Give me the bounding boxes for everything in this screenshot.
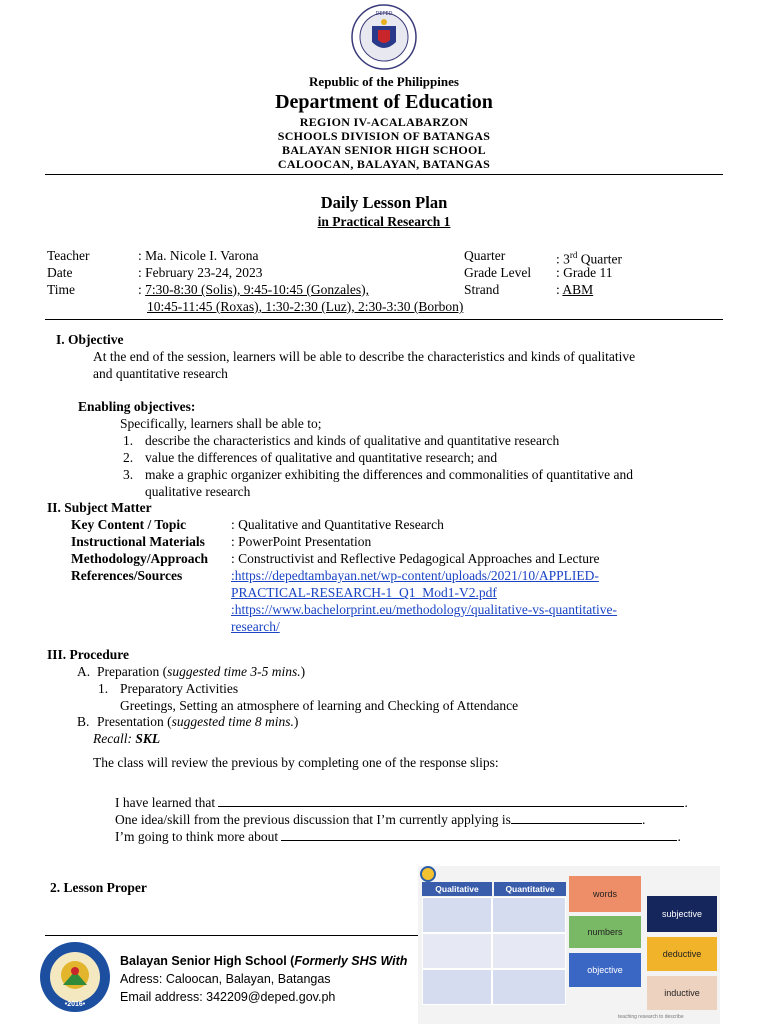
slip-1-blank[interactable] bbox=[218, 794, 684, 807]
response-slip-1: I have learned that . bbox=[115, 795, 688, 810]
reference-link-1[interactable]: :https://depedtambayan.net/wp-content/uploads/2021/10/APPLIED- bbox=[231, 568, 599, 583]
header-division: SCHOOLS DIVISION OF BATANGAS bbox=[277, 129, 491, 143]
slide-col-quantitative: Quantitative bbox=[494, 882, 566, 896]
enabling-item-num: 3. bbox=[123, 467, 134, 482]
subject-label: Instructional Materials bbox=[71, 534, 205, 549]
slide-logo-icon bbox=[420, 866, 436, 882]
school-logo-year: •2016• bbox=[64, 1001, 86, 1008]
time-value-line1: : 7:30-8:30 (Solis), 9:45-10:45 (Gonzales), bbox=[138, 282, 369, 297]
strand-label: Strand bbox=[464, 282, 500, 297]
slide-table-cell bbox=[422, 933, 492, 969]
reference-link-2[interactable]: :https://www.bachelorprint.eu/methodology/qualitative-vs-quantitative- bbox=[231, 602, 618, 617]
slip-2-blank[interactable] bbox=[511, 811, 642, 824]
deped-seal bbox=[351, 4, 417, 70]
enabling-item-num: 1. bbox=[123, 433, 134, 448]
procedure-heading: III. Procedure bbox=[47, 647, 129, 662]
subject-heading: II. Subject Matter bbox=[47, 500, 152, 515]
grade-value: : Grade 11 bbox=[556, 265, 613, 280]
slide-card-inductive: inductive bbox=[647, 976, 717, 1010]
strand-value: : ABM bbox=[556, 282, 594, 297]
date-label: Date bbox=[47, 265, 73, 280]
enabling-item-text: make a graphic organizer exhibiting the differences and commonalities of quantitative and bbox=[145, 467, 633, 482]
review-text: The class will review the previous by completing one of the response slips: bbox=[93, 755, 499, 770]
lesson-proper-heading: 2. Lesson Proper bbox=[50, 880, 147, 895]
header-school: BALAYAN SENIOR HIGH SCHOOL bbox=[282, 143, 486, 157]
time-label: Time bbox=[47, 282, 76, 297]
procedure-a-text: Preparation (suggested time 3-5 mins.) bbox=[97, 664, 306, 679]
quarter-label: Quarter bbox=[464, 248, 506, 263]
slide-card-objective: objective bbox=[569, 953, 641, 987]
subject-value: : Qualitative and Quantitative Research bbox=[231, 517, 444, 532]
quarter-value: : 3rd Quarter bbox=[556, 250, 622, 267]
slide-table-cell bbox=[492, 969, 566, 1005]
slide-card-deductive: deductive bbox=[647, 937, 717, 971]
enabling-heading: Enabling objectives: bbox=[78, 399, 196, 414]
page-subtitle: in Practical Research 1 bbox=[317, 214, 451, 229]
header-address: CALOOCAN, BALAYAN, BATANGAS bbox=[277, 157, 491, 171]
slide-image bbox=[418, 866, 720, 1024]
teacher-label: Teacher bbox=[47, 248, 90, 263]
procedure-a1-detail: Greetings, Setting an atmosphere of learning and Checking of Attendance bbox=[120, 698, 519, 713]
objective-line1: At the end of the session, learners will be able to describe the characteristics and kinds of qualitative bbox=[93, 349, 636, 364]
enabling-item-text: describe the characteristics and kinds of qualitative and quantitative research bbox=[145, 433, 560, 448]
slide-table-cell bbox=[422, 897, 492, 933]
svg-text:DEPED: DEPED bbox=[375, 11, 393, 17]
references-label: References/Sources bbox=[71, 568, 183, 583]
subject-value: : PowerPoint Presentation bbox=[231, 534, 372, 549]
footer-email: Email address: 342209@deped.gov.ph bbox=[120, 990, 336, 1004]
teacher-value: : Ma. Nicole I. Varona bbox=[138, 248, 259, 263]
header-rule bbox=[45, 174, 723, 175]
response-slip-2: One idea/skill from the previous discussion that I’m currently applying is . bbox=[115, 812, 646, 827]
slide-caption: teaching research to describe bbox=[618, 1014, 684, 1020]
slide-table-cell bbox=[422, 969, 492, 1005]
slide-table-cell bbox=[492, 933, 566, 969]
reference-link-2-cont[interactable]: research/ bbox=[231, 619, 280, 634]
enabling-item-cont: qualitative research bbox=[145, 484, 251, 499]
date-value: : February 23-24, 2023 bbox=[138, 265, 263, 280]
info-rule bbox=[45, 319, 723, 320]
header-department: Department of Education bbox=[275, 91, 493, 113]
reference-link-1-cont[interactable]: PRACTICAL-RESEARCH-1_Q1_Mod1-V2.pdf bbox=[231, 585, 497, 600]
enabling-intro: Specifically, learners shall be able to; bbox=[120, 416, 322, 431]
header-republic: Republic of the Philippines bbox=[309, 74, 459, 89]
procedure-a1-label: 1. bbox=[98, 681, 109, 696]
enabling-item-num: 2. bbox=[123, 450, 134, 465]
footer-rule bbox=[45, 935, 425, 936]
procedure-b-label: B. bbox=[77, 714, 90, 729]
slide-card-numbers: numbers bbox=[569, 916, 641, 948]
subject-label: Key Content / Topic bbox=[71, 517, 187, 532]
slide-card-subjective: subjective bbox=[647, 896, 717, 932]
grade-label: Grade Level bbox=[464, 265, 532, 280]
procedure-a1-text: Preparatory Activities bbox=[120, 681, 239, 696]
subject-label: Methodology/Approach bbox=[71, 551, 209, 566]
slide-col-qualitative: Qualitative bbox=[422, 882, 492, 896]
header-region: REGION IV-ACALABARZON bbox=[299, 115, 469, 129]
footer-address: Adress: Caloocan, Balayan, Batangas bbox=[120, 972, 331, 986]
procedure-a-label: A. bbox=[77, 664, 91, 679]
slip-3-blank[interactable] bbox=[281, 828, 677, 841]
recall-line: Recall: SKL bbox=[93, 731, 161, 746]
page-title: Daily Lesson Plan bbox=[320, 193, 448, 212]
subject-value: : Constructivist and Reflective Pedagogical Approaches and Lecture bbox=[231, 551, 600, 566]
objective-heading: I. Objective bbox=[56, 332, 124, 347]
response-slip-3: I’m going to think more about . bbox=[115, 829, 681, 844]
enabling-item-text: value the differences of qualitative and quantitative research; and bbox=[145, 450, 498, 465]
slide-card-words: words bbox=[569, 876, 641, 912]
objective-line2: and quantitative research bbox=[93, 366, 228, 381]
slide-table-cell bbox=[492, 897, 566, 933]
time-value-line2: 10:45-11:45 (Roxas), 1:30-2:30 (Luz), 2:30-3:30 (Borbon) bbox=[147, 299, 464, 314]
footer-school-name: Balayan Senior High School (Formerly SHS With bbox=[120, 954, 408, 968]
procedure-b-text: Presentation (suggested time 8 mins.) bbox=[97, 714, 299, 729]
